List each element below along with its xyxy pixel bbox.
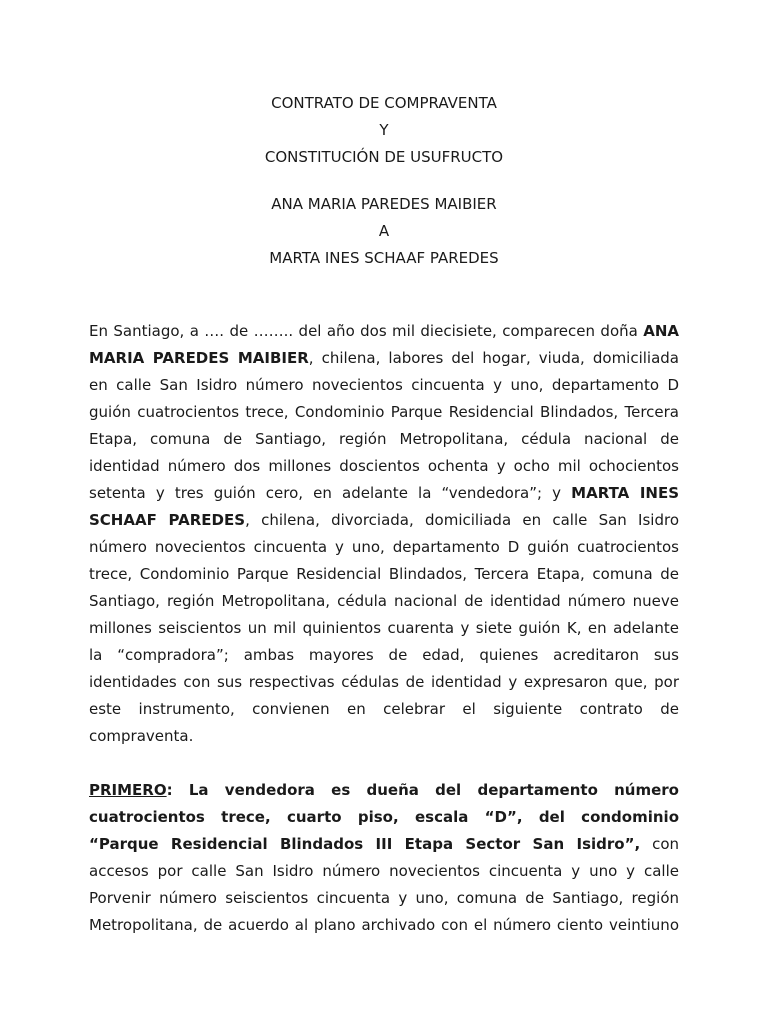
- title-buyer: MARTA INES SCHAAF PAREDES: [269, 249, 499, 267]
- text-line: guión cuatrocientos trece, Condominio Parque Residencial Blindados, Tercera: [89, 403, 679, 421]
- text-line: este instrumento, convienen en celebrar el siguiente contrato de: [89, 700, 679, 718]
- text-line: setenta y tres guión cero, en adelante la “vendedora”; y MARTA INES: [89, 484, 680, 502]
- text-line: cuatrocientos trece, cuarto piso, escala “D”, del condominio: [89, 808, 679, 826]
- clause-label: PRIMERO: [89, 781, 167, 799]
- text-line: PRIMERO: La vendedora es dueña del departamento número: [89, 781, 679, 799]
- text-line: SCHAAF PAREDES, chilena, divorciada, domiciliada en calle San Isidro: [89, 511, 680, 529]
- text-line: MARIA PAREDES MAIBIER, chilena, labores del hogar, viuda, domiciliada: [89, 349, 679, 367]
- text-line: millones seiscientos un mil quinientos cuarenta y siete guión K, en adelante: [89, 619, 679, 637]
- text-line: número novecientos cincuenta y uno, departamento D guión cuatrocientos: [89, 538, 679, 556]
- text-line: la “compradora”; ambas mayores de edad, quienes acreditaron sus: [89, 646, 679, 664]
- paragraph-primero: [89, 777, 679, 939]
- text-line: Metropolitana, de acuerdo al plano archivado con el número ciento veintiuno: [89, 916, 679, 934]
- title-usufruct: CONSTITUCIÓN DE USUFRUCTO: [264, 148, 504, 166]
- document-body: [89, 303, 679, 954]
- text-line: trece, Condominio Parque Residencial Blindados, Tercera Etapa, comuna de: [89, 565, 679, 583]
- text-line: en calle San Isidro número novecientos cincuenta y uno, departamento D: [89, 376, 679, 394]
- title-contract: CONTRATO DE COMPRAVENTA: [271, 94, 497, 112]
- text-line: Santiago, región Metropolitana, cédula nacional de identidad número nueve: [89, 592, 679, 610]
- title-to: A: [378, 222, 390, 240]
- text-line: Etapa, comuna de Santiago, región Metropolitana, cédula nacional de: [89, 430, 679, 448]
- text-line: identidad número dos millones doscientos ochenta y ocho mil ochocientos: [89, 457, 679, 475]
- text-line: En Santiago, a …. de …….. del año dos mil diecisiete, comparecen doña ANA: [89, 322, 679, 340]
- document-title-block: [0, 90, 768, 272]
- text-line: compraventa.: [89, 727, 194, 745]
- text-line: “Parque Residencial Blindados III Etapa Sector San Isidro”, con: [89, 835, 679, 853]
- title-seller: ANA MARIA PAREDES MAIBIER: [271, 195, 497, 213]
- text-line: Porvenir número seiscientos cincuenta y uno, comuna de Santiago, región: [89, 889, 679, 907]
- paragraph-appearance: [89, 318, 679, 750]
- text-line: accesos por calle San Isidro número novecientos cincuenta y uno y calle: [89, 862, 679, 880]
- text-line: identidades con sus respectivas cédulas de identidad y expresaron que, por: [89, 673, 679, 691]
- title-conjunction: Y: [379, 121, 389, 139]
